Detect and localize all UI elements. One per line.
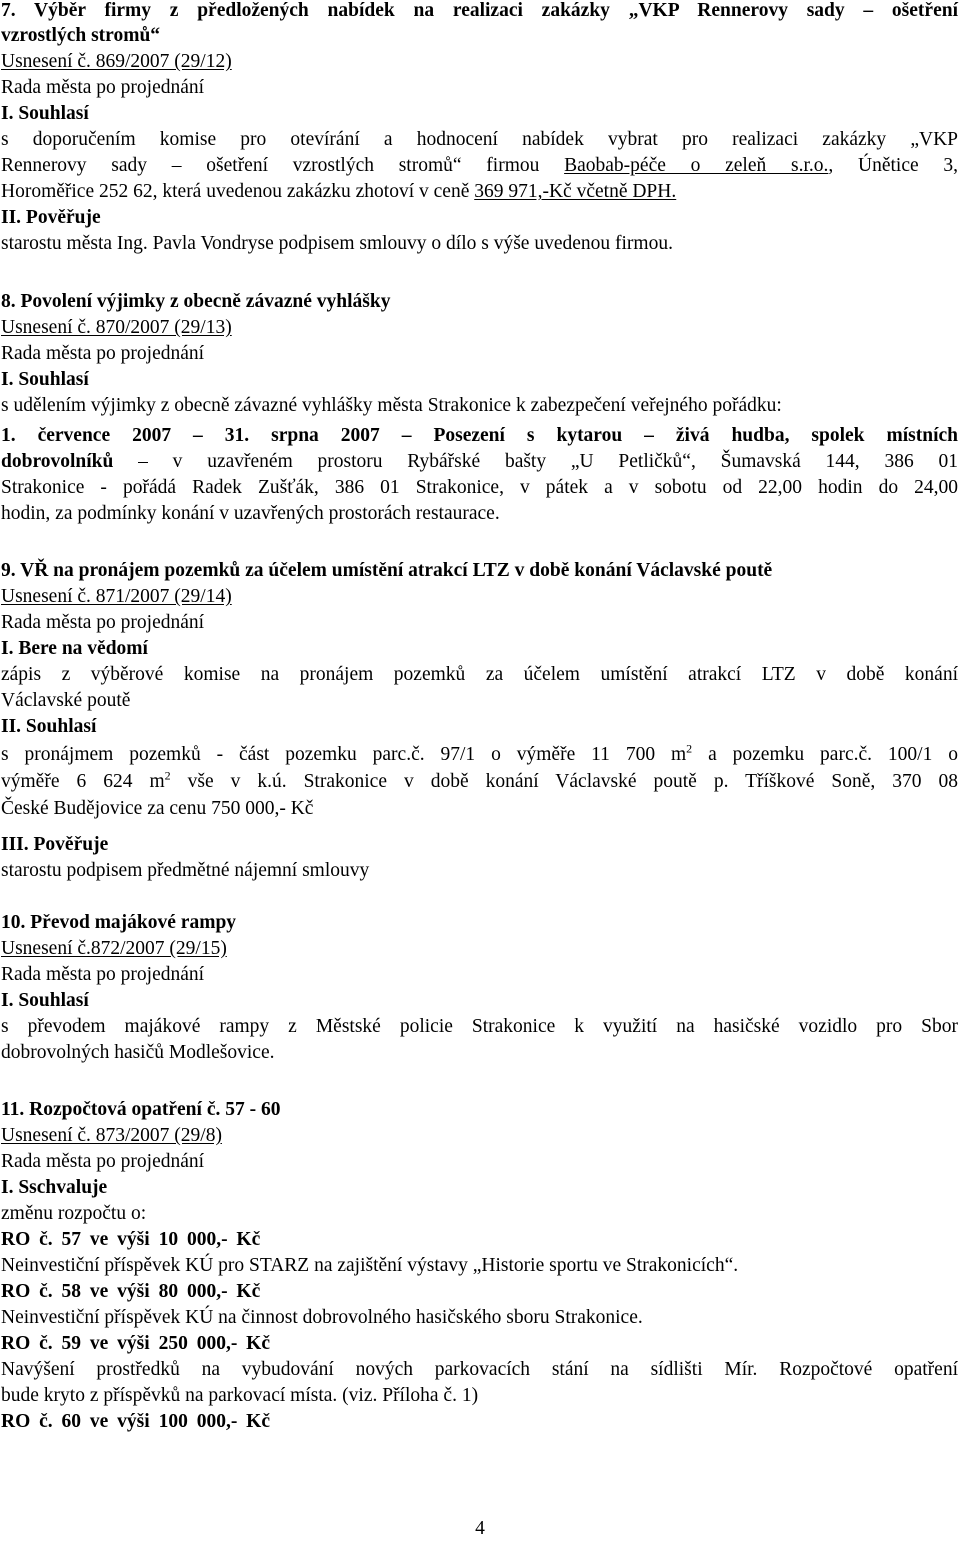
company-name: Baobab-péče o zeleň s.r.o. <box>564 155 829 176</box>
section-9-point-3-text: starostu podpisem předmětné nájemní smlouvy <box>1 860 370 881</box>
section-8-point-1-text-5: hodin, za podmínky konání v uzavřených prostorách restaurace. <box>1 503 500 524</box>
section-9-point-2-text-2: výměře 6 624 $m^2$ vše v k.ú. Strakonice v době konání Václavské poutě p. Tříškové Soně, 370 08 <box>1 768 959 792</box>
section-8-heading: 8. Povolení výjimky z obecně závazné vyhlášky <box>1 291 391 312</box>
section-10-point-1-label: I. Souhlasí <box>1 990 89 1011</box>
ro-59-text: Navýšení prostředků na vybudování nových parkovacích stání na sídlišti Mír. Rozpočtové opatření <box>1 1359 958 1380</box>
section-11-point-1-text: změnu rozpočtu o: <box>1 1203 147 1224</box>
section-11-heading: 11. Rozpočtová opatření č. 57 - 60 <box>1 1099 281 1120</box>
section-7-point-1-text: s doporučením komise pro otevírání a hodnocení nabídek vybrat pro realizaci zakázky „VKP <box>1 129 958 150</box>
section-7-point-1-text-3: Horoměřice 252 62, která uvedenou zakázku zhotoví v ceně 369 971,-Kč včetně DPH. <box>1 181 677 202</box>
section-7-resolution: Usnesení č. 869/2007 (29/12) <box>1 51 232 72</box>
section-8-point-1-text-2: 1. července 2007 – 31. srpna 2007 – Posezení s kytarou – živá hudba, spolek místních <box>1 425 958 446</box>
section-9-point-2-text: s pronájmem pozemků - část pozemku parc.č. 97/1 o výměře 11 700 $m^2$ a pozemku parc.č. 100/1 o <box>1 741 958 765</box>
section-9-resolution: Usnesení č. 871/2007 (29/14) <box>1 586 232 607</box>
section-9-point-3-label: III. Pověřuje <box>1 834 109 855</box>
section-8-council: Rada města po projednání <box>1 343 205 364</box>
section-7-point-2-text: starostu města Ing. Pavla Vondryse podpisem smlouvy o dílo s výše uvedenou firmou. <box>1 233 673 254</box>
section-7-point-2-label: II. Pověřuje <box>1 207 101 228</box>
section-10-resolution: Usnesení č.872/2007 (29/15) <box>1 938 227 959</box>
price-value: 369 971,-Kč včetně DPH. <box>474 181 677 202</box>
section-10-heading: 10. Převod majákové rampy <box>1 912 237 933</box>
section-8-resolution: Usnesení č. 870/2007 (29/13) <box>1 317 232 338</box>
section-9-heading: 9. VŘ na pronájem pozemků za účelem umístění atrakcí LTZ v době konání Václavské poutě <box>1 560 773 581</box>
section-11-resolution: Usnesení č. 873/2007 (29/8) <box>1 1125 222 1146</box>
section-9-point-1-text: zápis z výběrové komise na pronájem pozemků za účelem umístění atrakcí LTZ v době konání <box>1 664 958 685</box>
ro-58-text: Neinvestiční příspěvek KÚ na činnost dobrovolného hasičského sboru Strakonice. <box>1 1307 643 1328</box>
section-9-point-2-text-3: České Budějovice za cenu 750 000,- Kč <box>1 798 314 819</box>
section-9-point-2-label: II. Souhlasí <box>1 716 97 737</box>
ro-57-text: Neinvestiční příspěvek KÚ pro STARZ na zajištění výstavy „Historie sportu ve Strakonicích“. <box>1 1255 739 1276</box>
section-9-point-1-label: I. Bere na vědomí <box>1 638 148 659</box>
section-7-point-1-label: I. Souhlasí <box>1 103 89 124</box>
section-7-heading: 7. Výběr firmy z předložených nabídek na realizaci zakázky „VKP Rennerovy sady – ošetření <box>1 0 958 21</box>
section-9-council: Rada města po projednání <box>1 612 205 633</box>
section-8-point-1-text: s udělením výjimky z obecně závazné vyhlášky města Strakonice k zabezpečení veřejného pořádku: <box>1 395 782 416</box>
ro-59-label: RO č. 59 ve výši 250 000,- Kč <box>1 1333 271 1354</box>
ro-57-label: RO č. 57 ve výši 10 000,- Kč <box>1 1229 261 1250</box>
section-10-point-1-text: s převodem majákové rampy z Městské policie Strakonice k využití na hasičské vozidlo pro Sbor <box>1 1016 958 1037</box>
section-8-point-1-text-3: dobrovolníků – v uzavřeném prostoru Rybářské bašty „U Petličků“, Šumavská 144, 386 01 <box>1 451 958 472</box>
section-8-point-1-label: I. Souhlasí <box>1 369 89 390</box>
section-11-point-1-label: I. Sschvaluje <box>1 1177 108 1198</box>
section-11-council: Rada města po projednání <box>1 1151 205 1172</box>
section-10-point-1-text-2: dobrovolných hasičů Modlešovice. <box>1 1042 275 1063</box>
ro-58-label: RO č. 58 ve výši 80 000,- Kč <box>1 1281 261 1302</box>
section-7-council: Rada města po projednání <box>1 77 205 98</box>
section-7-point-1-text-2: Rennerovy sady – ošetření vzrostlých stromů“ firmou Baobab-péče o zeleň s.r.o., Únětice 3, <box>1 155 959 176</box>
section-9-point-1-text-2: Václavské poutě <box>1 690 131 711</box>
ro-59-text-2: bude kryto z příspěvků na parkovací místa. (viz. Příloha č. 1) <box>1 1385 479 1406</box>
page-number: 4 <box>475 1518 485 1539</box>
ro-60-label: RO č. 60 ve výši 100 000,- Kč <box>1 1411 271 1432</box>
section-8-point-1-text-4: Strakonice - pořádá Radek Zušťák, 386 01 Strakonice, v pátek a v sobotu od 22,00 hodin do 24,00 <box>1 477 958 498</box>
section-10-council: Rada města po projednání <box>1 964 205 985</box>
section-7-heading-cont: vzrostlých stromů“ <box>1 25 161 46</box>
